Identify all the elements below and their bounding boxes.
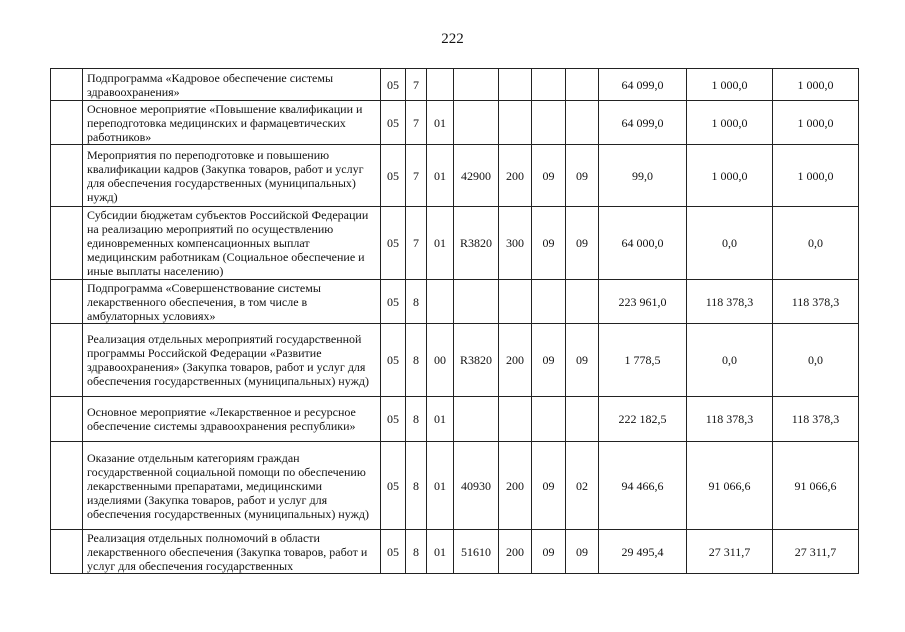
subprogram-code: 8 <box>406 442 427 530</box>
subprogram-code: 7 <box>406 69 427 101</box>
expense-type-code: 200 <box>499 530 532 574</box>
row-name: Основное мероприятие «Повышение квалификации и переподготовка медицинских и фармацевтических работников» <box>83 101 381 145</box>
amount-1: 64 000,0 <box>599 207 687 280</box>
amount-1: 1 778,5 <box>599 324 687 397</box>
blank-cell <box>51 442 83 530</box>
event-code: 01 <box>427 145 454 207</box>
amount-1: 222 182,5 <box>599 397 687 442</box>
subprogram-code: 8 <box>406 324 427 397</box>
row-name: Субсидии бюджетам субъектов Российской Федерации на реализацию мероприятий по осуществлению единовременных компенсационных выплат медицинским работникам (Социальное обеспечение и иные выплаты населению) <box>83 207 381 280</box>
section-code-2: 09 <box>532 145 566 207</box>
row-name: Реализация отдельных полномочий в области лекарственного обеспечения (Закупка товаров, работ и услуг для обеспечения государственных <box>83 530 381 574</box>
amount-2: 0,0 <box>687 207 773 280</box>
expense-type-code: 200 <box>499 442 532 530</box>
subsection-code: 09 <box>566 324 599 397</box>
expense-type-code <box>499 280 532 324</box>
section-code-2: 09 <box>532 324 566 397</box>
amount-3: 1 000,0 <box>773 101 859 145</box>
amount-2: 0,0 <box>687 324 773 397</box>
amount-1: 29 495,4 <box>599 530 687 574</box>
amount-3: 1 000,0 <box>773 69 859 101</box>
amount-3: 1 000,0 <box>773 145 859 207</box>
amount-3: 118 378,3 <box>773 397 859 442</box>
subsection-code <box>566 397 599 442</box>
table-row <box>51 397 859 442</box>
blank-cell <box>51 280 83 324</box>
section-code-2 <box>532 397 566 442</box>
section-code: 05 <box>381 207 406 280</box>
amount-1: 94 466,6 <box>599 442 687 530</box>
table-row <box>51 145 859 207</box>
amount-2: 91 066,6 <box>687 442 773 530</box>
event-code <box>427 69 454 101</box>
direction-code: 40930 <box>454 442 499 530</box>
section-code-2: 09 <box>532 207 566 280</box>
subprogram-code: 7 <box>406 145 427 207</box>
event-code: 01 <box>427 397 454 442</box>
subsection-code: 09 <box>566 530 599 574</box>
blank-cell <box>51 397 83 442</box>
amount-3: 0,0 <box>773 324 859 397</box>
section-code-2 <box>532 280 566 324</box>
event-code: 01 <box>427 101 454 145</box>
amount-3: 0,0 <box>773 207 859 280</box>
section-code: 05 <box>381 324 406 397</box>
subprogram-code: 8 <box>406 530 427 574</box>
budget-table <box>50 68 859 574</box>
blank-cell <box>51 145 83 207</box>
section-code-2 <box>532 101 566 145</box>
section-code: 05 <box>381 101 406 145</box>
table-row <box>51 101 859 145</box>
amount-1: 64 099,0 <box>599 101 687 145</box>
event-code: 00 <box>427 324 454 397</box>
subprogram-code: 8 <box>406 397 427 442</box>
row-name: Мероприятия по переподготовке и повышению квалификации кадров (Закупка товаров, работ и услуг для обеспечения государственных (муниципальных) нужд) <box>83 145 381 207</box>
expense-type-code <box>499 397 532 442</box>
direction-code <box>454 101 499 145</box>
subprogram-code: 8 <box>406 280 427 324</box>
blank-cell <box>51 69 83 101</box>
section-code: 05 <box>381 280 406 324</box>
row-name: Подпрограмма «Кадровое обеспечение системы здравоохранения» <box>83 69 381 101</box>
subprogram-code: 7 <box>406 101 427 145</box>
blank-cell <box>51 101 83 145</box>
amount-1: 223 961,0 <box>599 280 687 324</box>
row-name: Реализация отдельных мероприятий государственной программы Российской Федерации «Развитие здравоохранения» (Закупка товаров, работ и услуг для обеспечения государственных (муниципальных) нужд) <box>83 324 381 397</box>
expense-type-code: 300 <box>499 207 532 280</box>
expense-type-code: 200 <box>499 324 532 397</box>
table-row <box>51 69 859 101</box>
section-code-2: 09 <box>532 530 566 574</box>
expense-type-code <box>499 69 532 101</box>
subsection-code <box>566 69 599 101</box>
section-code: 05 <box>381 69 406 101</box>
section-code: 05 <box>381 530 406 574</box>
event-code: 01 <box>427 442 454 530</box>
subprogram-code: 7 <box>406 207 427 280</box>
direction-code <box>454 397 499 442</box>
amount-2: 1 000,0 <box>687 69 773 101</box>
amount-2: 118 378,3 <box>687 397 773 442</box>
subsection-code <box>566 280 599 324</box>
table-row <box>51 324 859 397</box>
amount-2: 27 311,7 <box>687 530 773 574</box>
direction-code <box>454 280 499 324</box>
subsection-code: 02 <box>566 442 599 530</box>
blank-cell <box>51 530 83 574</box>
direction-code <box>454 69 499 101</box>
amount-2: 1 000,0 <box>687 101 773 145</box>
amount-2: 118 378,3 <box>687 280 773 324</box>
direction-code: 51610 <box>454 530 499 574</box>
section-code-2: 09 <box>532 442 566 530</box>
subsection-code <box>566 101 599 145</box>
blank-cell <box>51 207 83 280</box>
amount-3: 91 066,6 <box>773 442 859 530</box>
amount-1: 64 099,0 <box>599 69 687 101</box>
page-number: 222 <box>441 31 464 47</box>
section-code: 05 <box>381 145 406 207</box>
amount-1: 99,0 <box>599 145 687 207</box>
blank-cell <box>51 324 83 397</box>
direction-code: R3820 <box>454 324 499 397</box>
direction-code: R3820 <box>454 207 499 280</box>
expense-type-code: 200 <box>499 145 532 207</box>
direction-code: 42900 <box>454 145 499 207</box>
section-code: 05 <box>381 442 406 530</box>
event-code: 01 <box>427 530 454 574</box>
amount-3: 27 311,7 <box>773 530 859 574</box>
subsection-code: 09 <box>566 145 599 207</box>
table-row <box>51 442 859 530</box>
section-code-2 <box>532 69 566 101</box>
section-code: 05 <box>381 397 406 442</box>
row-name: Основное мероприятие «Лекарственное и ресурсное обеспечение системы здравоохранения республики» <box>83 397 381 442</box>
amount-2: 1 000,0 <box>687 145 773 207</box>
subsection-code: 09 <box>566 207 599 280</box>
row-name: Подпрограмма «Совершенствование системы лекарственного обеспечения, в том числе в амбулаторных условиях» <box>83 280 381 324</box>
table-row <box>51 207 859 280</box>
event-code <box>427 280 454 324</box>
row-name: Оказание отдельным категориям граждан государственной социальной помощи по обеспечению лекарственными препаратами, медицинскими изделиями (Закупка товаров, работ и услуг для обеспечения государственных (муниципальных) нужд) <box>83 442 381 530</box>
expense-type-code <box>499 101 532 145</box>
amount-3: 118 378,3 <box>773 280 859 324</box>
table-row <box>51 280 859 324</box>
event-code: 01 <box>427 207 454 280</box>
table-row <box>51 530 859 574</box>
